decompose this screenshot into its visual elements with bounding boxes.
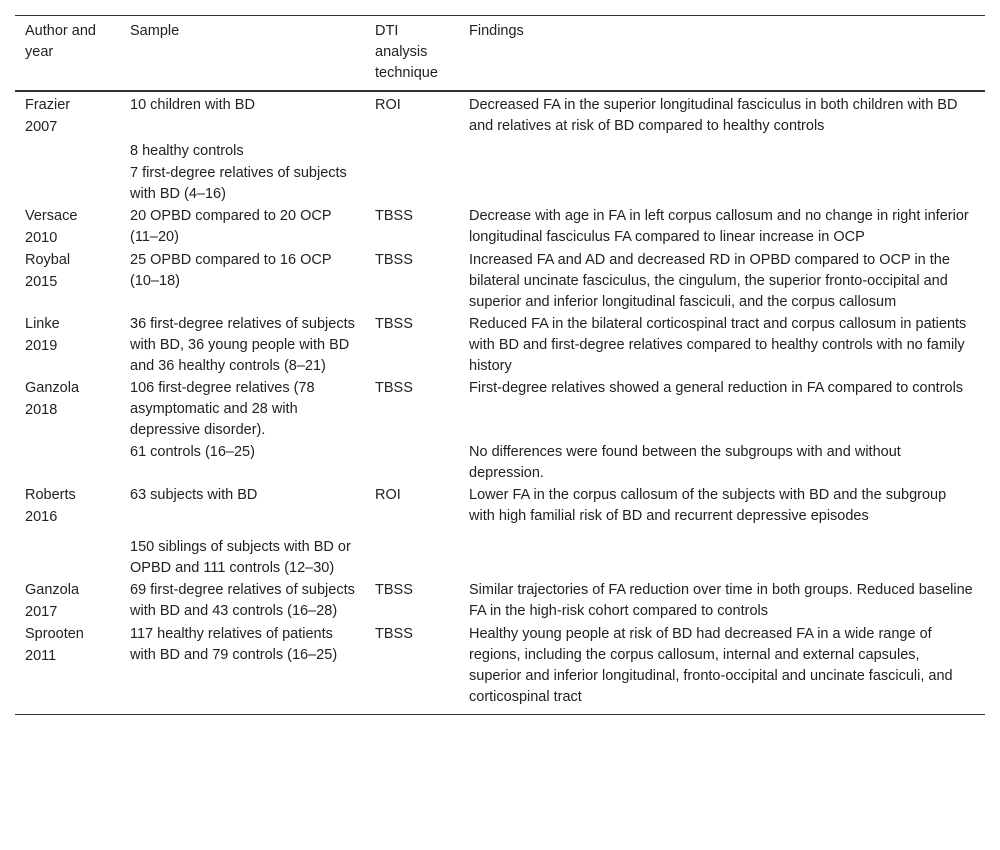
- sample-cell: [120, 139, 365, 206]
- dti-cell: TBSS: [375, 208, 413, 224]
- sample-cell: 63 subjects with BD: [130, 487, 258, 503]
- findings-cell: Healthy young people at risk of BD had decreased FA in a wide range of regions, including the corpus callosum, internal and external capsules, superior and inferior longitudinal, fronto-occipital and uncinate fasciculi, and corticospinal tract: [469, 626, 953, 705]
- sample-cell: 106 first-degree relatives (78 asymptomatic and 28 with depressive disorder).: [130, 380, 315, 438]
- header-row: [15, 16, 985, 92]
- sample-controls: 8 healthy controls: [130, 143, 244, 159]
- header-findings: Findings: [459, 16, 985, 92]
- dti-cell: TBSS: [375, 252, 413, 268]
- author-cell: [15, 314, 120, 378]
- findings-cell: Decrease with age in FA in left corpus callosum and no change in right inferior longitudinal fasciculus FA compared to linear increase in OCP: [469, 208, 969, 245]
- author-name: Ganzola: [25, 582, 80, 598]
- author-year: 2017: [25, 604, 58, 620]
- sample-relatives: 7 first-degree relatives of subjects with BD (4–16): [130, 165, 347, 202]
- author-name: Frazier: [25, 97, 71, 113]
- author-cell: [15, 485, 120, 529]
- table-row: [15, 91, 985, 139]
- author-year: 2016: [25, 509, 58, 525]
- findings-cell: Decreased FA in the superior longitudinal fasciculus in both children with BD and relatives at risk of BD compared to healthy controls: [469, 97, 958, 134]
- sample-cell: 36 first-degree relatives of subjects with BD, 36 young people with BD and 36 healthy controls (8–21): [130, 316, 355, 374]
- sample-cell: 117 healthy relatives of patients with BD and 79 controls (16–25): [130, 626, 338, 663]
- author-cell: [15, 624, 120, 715]
- findings-cell: Lower FA in the corpus callosum of the subjects with BD and the subgroup with high familial risk of BD and recurrent depressive episodes: [469, 487, 947, 524]
- author-year: 2010: [25, 230, 58, 246]
- table-row: [15, 250, 985, 314]
- header-dti: DTI analysis technique: [365, 16, 459, 92]
- author-year: 2007: [25, 119, 58, 135]
- table-body: [15, 91, 985, 715]
- author-name: Sprooten: [25, 626, 84, 642]
- table-row: [15, 314, 985, 378]
- findings-cell: Increased FA and AD and decreased RD in OPBD compared to OCP in the bilateral uncinate fasciculus, the cingulum, the superior fronto-occipital and superior and inferior longitudinal fasciculi, and the corpus callosum: [469, 252, 950, 310]
- dti-cell: TBSS: [375, 626, 413, 642]
- dti-cell: TBSS: [375, 316, 413, 332]
- table-row: [15, 378, 985, 442]
- author-year: 2015: [25, 274, 58, 290]
- table-row: [15, 442, 985, 485]
- findings-cell: Reduced FA in the bilateral corticospinal tract and corpus callosum in patients with BD and first-degree relatives compared to healthy controls with no family history: [469, 316, 967, 374]
- table-row: [15, 485, 985, 529]
- table-header: [15, 16, 985, 92]
- author-name: Versace: [25, 208, 78, 224]
- findings-cell: First-degree relatives showed a general reduction in FA compared to controls: [469, 380, 964, 396]
- author-cell: [15, 91, 120, 139]
- sample-cell: 69 first-degree relatives of subjects with BD and 43 controls (16–28): [130, 582, 355, 619]
- dti-cell: ROI: [375, 97, 401, 113]
- author-name: Roybal: [25, 252, 71, 268]
- table-row: [15, 580, 985, 624]
- author-name: Linke: [25, 316, 60, 332]
- table-row: [15, 139, 985, 206]
- findings-cell: No differences were found between the subgroups with and without depression.: [469, 444, 901, 481]
- table-row: [15, 206, 985, 250]
- sample-cell: 10 children with BD: [130, 97, 255, 113]
- author-cell: [15, 580, 120, 624]
- header-sample: Sample: [120, 16, 365, 92]
- dti-cell: ROI: [375, 487, 401, 503]
- sample-cell: 20 OPBD compared to 20 OCP (11–20): [130, 208, 332, 245]
- table-row: [15, 529, 985, 580]
- dti-cell: TBSS: [375, 380, 413, 396]
- author-name: Roberts: [25, 487, 76, 503]
- sample-cell: 61 controls (16–25): [130, 444, 255, 460]
- header-author: Author and year: [15, 16, 120, 92]
- author-cell: [15, 206, 120, 250]
- sample-cell: 150 siblings of subjects with BD or OPBD and 111 controls (12–30): [130, 539, 351, 576]
- author-year: 2018: [25, 402, 58, 418]
- findings-cell: Similar trajectories of FA reduction over time in both groups. Reduced baseline FA in the high-risk cohort compared to controls: [469, 582, 973, 619]
- author-name: Ganzola: [25, 380, 80, 396]
- author-cell: [15, 378, 120, 442]
- dti-studies-table: [15, 15, 985, 715]
- author-cell: [15, 250, 120, 314]
- author-year: 2011: [25, 648, 57, 664]
- sample-cell: 25 OPBD compared to 16 OCP (10–18): [130, 252, 332, 289]
- table-row: [15, 624, 985, 715]
- dti-cell: TBSS: [375, 582, 413, 598]
- author-year: 2019: [25, 338, 58, 354]
